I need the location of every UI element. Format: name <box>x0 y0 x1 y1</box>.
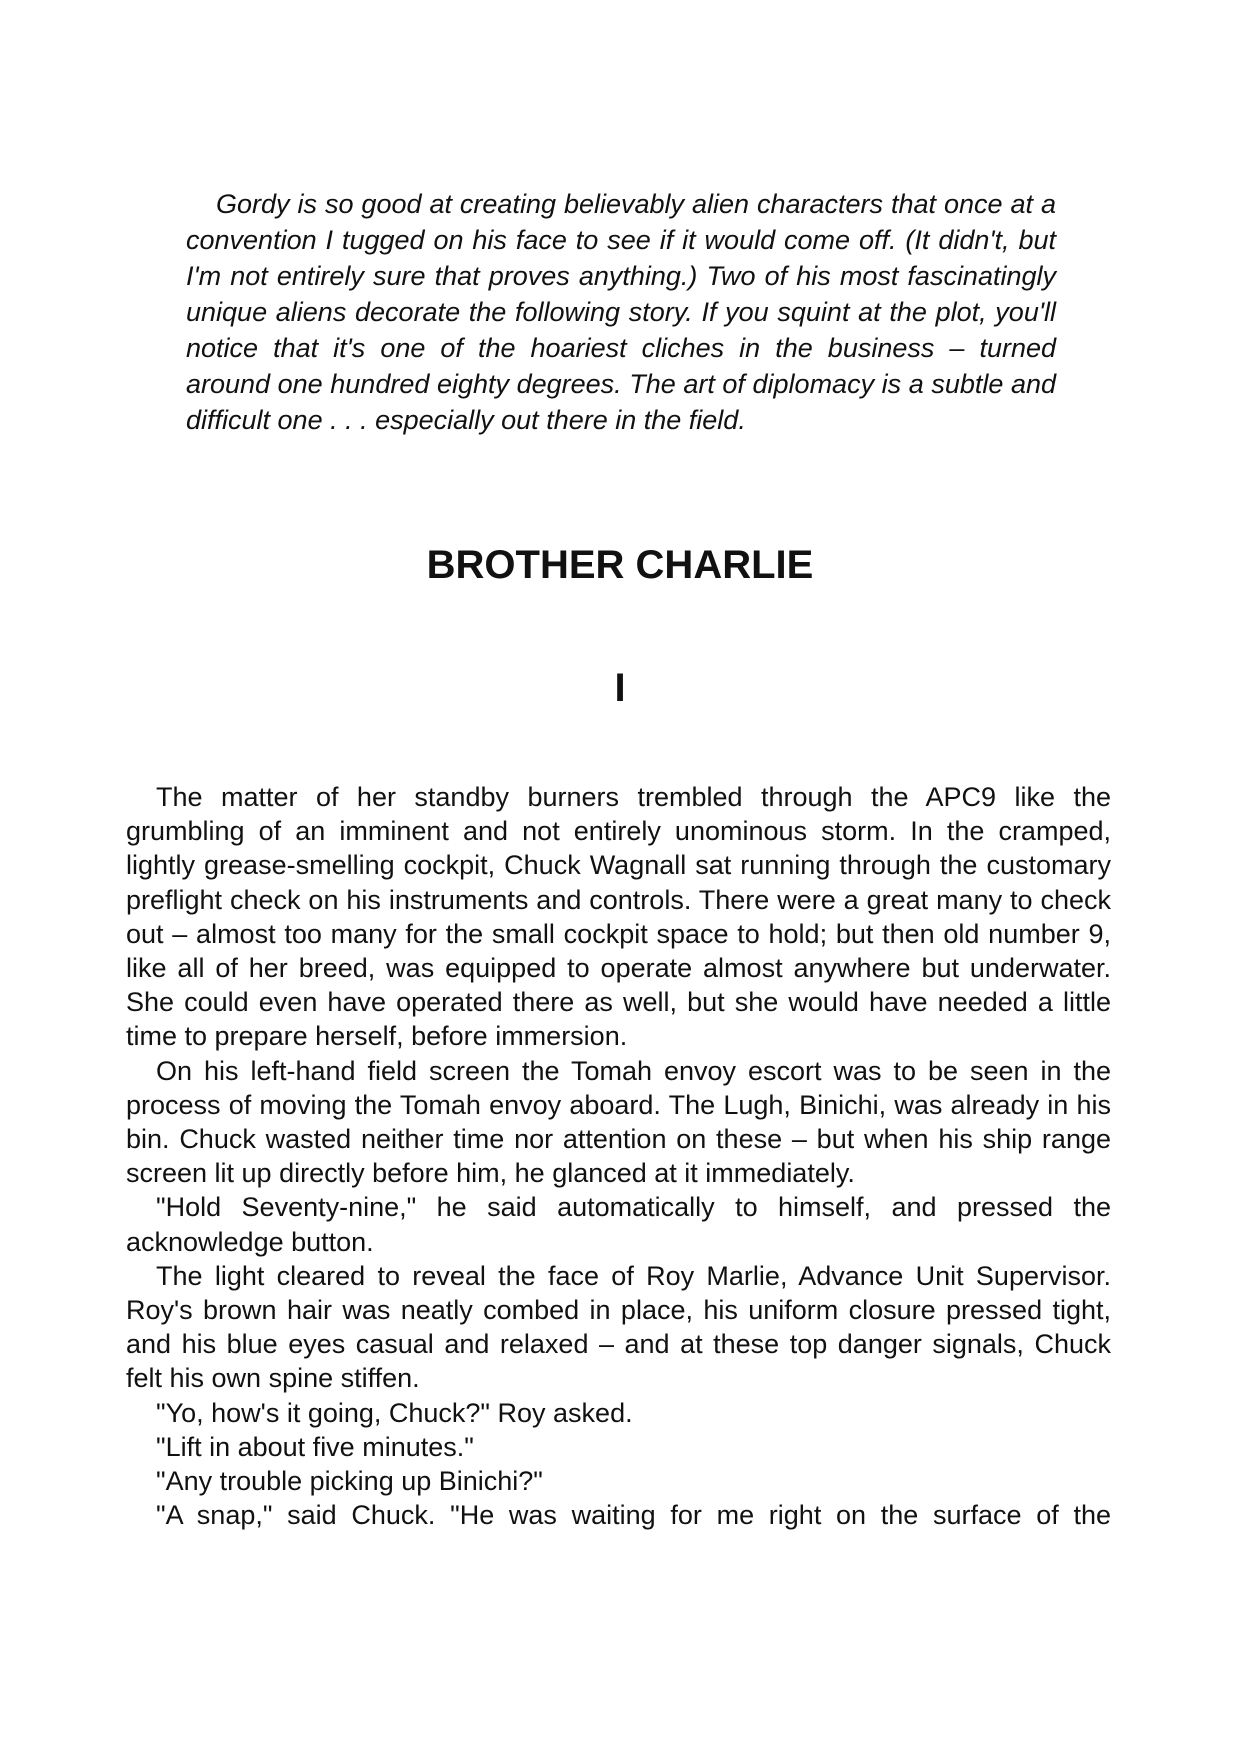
body-paragraph: "Lift in about five minutes." <box>156 1431 474 1462</box>
body-paragraph: The matter of her standby burners trembled through the APC9 like the grumbling of an imminent and not entirely unominous storm. In the cramped, lightly grease-smelling cockpit, Chuck Wagnall sat running through the customary preflight check on his instruments and controls. There were a great many to check out – almost too many for the small cockpit space to hold; but then old number 9, like all of her breed, was equipped to operate almost anywhere but underwater. She could even have operated there as well, but she would have needed a little time to prepare herself, before immersion. <box>126 782 1111 1052</box>
body-paragraph: The light cleared to reveal the face of Roy Marlie, Advance Unit Supervisor. Roy's brown hair was neatly combed in place, his uniform closure pressed tight, and his blue eyes casual and relaxed – and at these top danger signals, Chuck felt his own spine stiffen. <box>126 1260 1111 1394</box>
body-paragraph: "Yo, how's it going, Chuck?" Roy asked. <box>156 1397 633 1428</box>
introduction <box>186 186 1056 438</box>
body-paragraph: "Hold Seventy-nine," he said automatically to himself, and pressed the acknowledge button. <box>126 1192 1111 1257</box>
story-title: BROTHER CHARLIE <box>426 543 814 587</box>
chapter-number: I <box>614 666 626 710</box>
body-paragraph: On his left-hand field screen the Tomah envoy escort was to be seen in the process of moving the Tomah envoy aboard. The Lugh, Binichi, was already in his bin. Chuck wasted neither time nor attention on these – but when his ship range screen lit up directly before him, he glanced at it immediately. <box>126 1055 1111 1189</box>
body-paragraph: "A snap," said Chuck. "He was waiting for me right on the surface of the <box>156 1500 1111 1531</box>
body-paragraph: "Any trouble picking up Binichi?" <box>156 1466 543 1497</box>
intro-paragraph: Gordy is so good at creating believably alien characters that once at a convention I tugged on his face to see if it would come off. (It didn't, but I'm not entirely sure that proves anything.) Two of his most fascinatingly unique aliens decorate the following story. If you squint at the plot, you'll notice that it's one of the hoariest cliches in the business – turned around one hundred eighty degrees. The art of diplomacy is a subtle and difficult one . . . especially out there in the field. <box>186 189 1056 435</box>
story-body <box>126 780 1111 1532</box>
